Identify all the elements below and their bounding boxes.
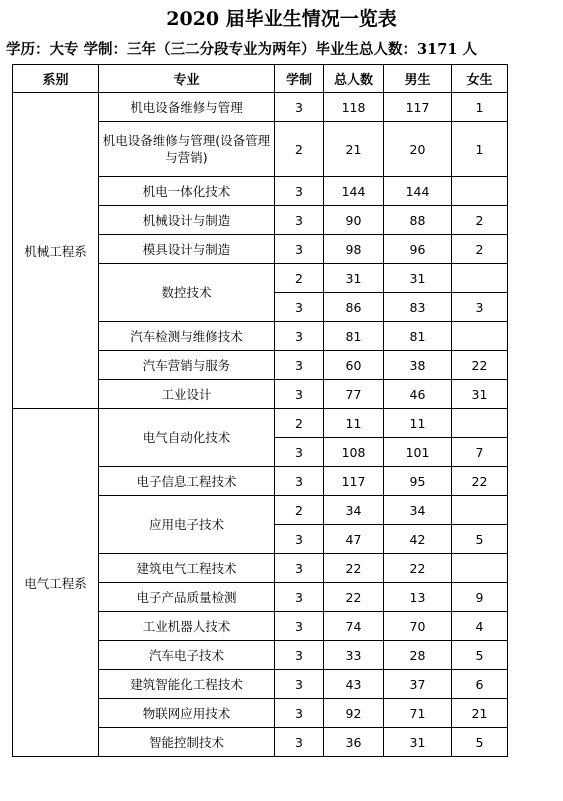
header-total: 总人数 (324, 65, 384, 93)
header-major: 专业 (99, 65, 275, 93)
years-cell: 3 (275, 235, 324, 264)
years-cell: 3 (275, 293, 324, 322)
major-cell: 模具设计与制造 (99, 235, 275, 264)
total-cell: 98 (324, 235, 384, 264)
male-cell: 144 (384, 177, 452, 206)
male-cell: 38 (384, 351, 452, 380)
male-cell: 31 (384, 264, 452, 293)
total-cell: 31 (324, 264, 384, 293)
total-cell: 77 (324, 380, 384, 409)
header-female: 女生 (452, 65, 508, 93)
female-cell: 2 (452, 206, 508, 235)
major-cell: 机电设备维修与管理 (99, 93, 275, 122)
total-cell: 21 (324, 122, 384, 177)
major-cell: 数控技术 (99, 264, 275, 322)
female-cell: 1 (452, 93, 508, 122)
female-cell: 4 (452, 612, 508, 641)
years-cell: 3 (275, 177, 324, 206)
total-cell: 22 (324, 554, 384, 583)
male-cell: 22 (384, 554, 452, 583)
female-cell: 9 (452, 583, 508, 612)
major-cell: 物联网应用技术 (99, 699, 275, 728)
male-cell: 13 (384, 583, 452, 612)
total-cell: 144 (324, 177, 384, 206)
female-cell: 5 (452, 525, 508, 554)
total-cell: 86 (324, 293, 384, 322)
table-row (13, 409, 508, 438)
major-cell: 建筑智能化工程技术 (99, 670, 275, 699)
years-cell: 3 (275, 380, 324, 409)
female-cell: 21 (452, 699, 508, 728)
male-cell: 71 (384, 699, 452, 728)
years-cell: 2 (275, 264, 324, 293)
years-cell: 3 (275, 525, 324, 554)
major-cell: 工业机器人技术 (99, 612, 275, 641)
major-cell: 建筑电气工程技术 (99, 554, 275, 583)
graduates-table (12, 64, 508, 757)
female-cell (452, 554, 508, 583)
years-cell: 3 (275, 93, 324, 122)
years-cell: 3 (275, 554, 324, 583)
male-cell: 34 (384, 496, 452, 525)
major-cell: 机械设计与制造 (99, 206, 275, 235)
total-cell: 90 (324, 206, 384, 235)
years-cell: 3 (275, 699, 324, 728)
total-cell: 22 (324, 583, 384, 612)
major-cell: 汽车电子技术 (99, 641, 275, 670)
years-cell: 3 (275, 670, 324, 699)
female-cell (452, 177, 508, 206)
male-cell: 117 (384, 93, 452, 122)
page-title: 2020 届毕业生情况一览表 (166, 8, 397, 30)
major-cell: 汽车营销与服务 (99, 351, 275, 380)
male-cell: 81 (384, 322, 452, 351)
table-body (13, 93, 508, 757)
male-cell: 11 (384, 409, 452, 438)
total-cell: 33 (324, 641, 384, 670)
major-cell: 汽车检测与维修技术 (99, 322, 275, 351)
female-cell (452, 409, 508, 438)
total-cell: 92 (324, 699, 384, 728)
total-cell: 60 (324, 351, 384, 380)
summary-line: 学历：大专 学制：三年（三二分段专业为两年）毕业生总人数：3171 人 (6, 41, 477, 58)
female-cell: 31 (452, 380, 508, 409)
male-cell: 88 (384, 206, 452, 235)
female-cell: 2 (452, 235, 508, 264)
years-cell: 3 (275, 322, 324, 351)
major-cell: 电子产品质量检测 (99, 583, 275, 612)
male-cell: 95 (384, 467, 452, 496)
years-cell: 3 (275, 438, 324, 467)
male-cell: 70 (384, 612, 452, 641)
female-cell: 22 (452, 467, 508, 496)
female-cell: 22 (452, 351, 508, 380)
years-cell: 3 (275, 206, 324, 235)
header-row (13, 65, 508, 93)
total-cell: 36 (324, 728, 384, 757)
male-cell: 37 (384, 670, 452, 699)
department-cell: 机械工程系 (13, 93, 99, 409)
total-cell: 117 (324, 467, 384, 496)
table-row (13, 93, 508, 122)
male-cell: 42 (384, 525, 452, 554)
years-cell: 3 (275, 351, 324, 380)
male-cell: 83 (384, 293, 452, 322)
male-cell: 46 (384, 380, 452, 409)
total-cell: 74 (324, 612, 384, 641)
female-cell: 6 (452, 670, 508, 699)
header-male: 男生 (384, 65, 452, 93)
major-cell: 电子信息工程技术 (99, 467, 275, 496)
major-cell: 智能控制技术 (99, 728, 275, 757)
female-cell: 3 (452, 293, 508, 322)
female-cell: 1 (452, 122, 508, 177)
male-cell: 101 (384, 438, 452, 467)
header-dept: 系别 (13, 65, 99, 93)
female-cell (452, 322, 508, 351)
major-cell: 机电一体化技术 (99, 177, 275, 206)
years-cell: 3 (275, 612, 324, 641)
female-cell (452, 264, 508, 293)
male-cell: 31 (384, 728, 452, 757)
female-cell: 7 (452, 438, 508, 467)
years-cell: 3 (275, 641, 324, 670)
years-cell: 3 (275, 583, 324, 612)
years-cell: 3 (275, 728, 324, 757)
years-cell: 3 (275, 467, 324, 496)
major-cell: 应用电子技术 (99, 496, 275, 554)
total-cell: 118 (324, 93, 384, 122)
years-cell: 2 (275, 409, 324, 438)
major-cell: 电气自动化技术 (99, 409, 275, 467)
male-cell: 96 (384, 235, 452, 264)
total-cell: 34 (324, 496, 384, 525)
female-cell (452, 496, 508, 525)
female-cell: 5 (452, 728, 508, 757)
total-cell: 11 (324, 409, 384, 438)
total-cell: 47 (324, 525, 384, 554)
major-cell: 工业设计 (99, 380, 275, 409)
years-cell: 2 (275, 122, 324, 177)
total-cell: 43 (324, 670, 384, 699)
years-cell: 2 (275, 496, 324, 525)
male-cell: 20 (384, 122, 452, 177)
male-cell: 28 (384, 641, 452, 670)
department-cell: 电气工程系 (13, 409, 99, 757)
total-cell: 108 (324, 438, 384, 467)
total-cell: 81 (324, 322, 384, 351)
header-years: 学制 (275, 65, 324, 93)
female-cell: 5 (452, 641, 508, 670)
major-cell: 机电设备维修与管理(设备管理与营销) (99, 122, 275, 177)
